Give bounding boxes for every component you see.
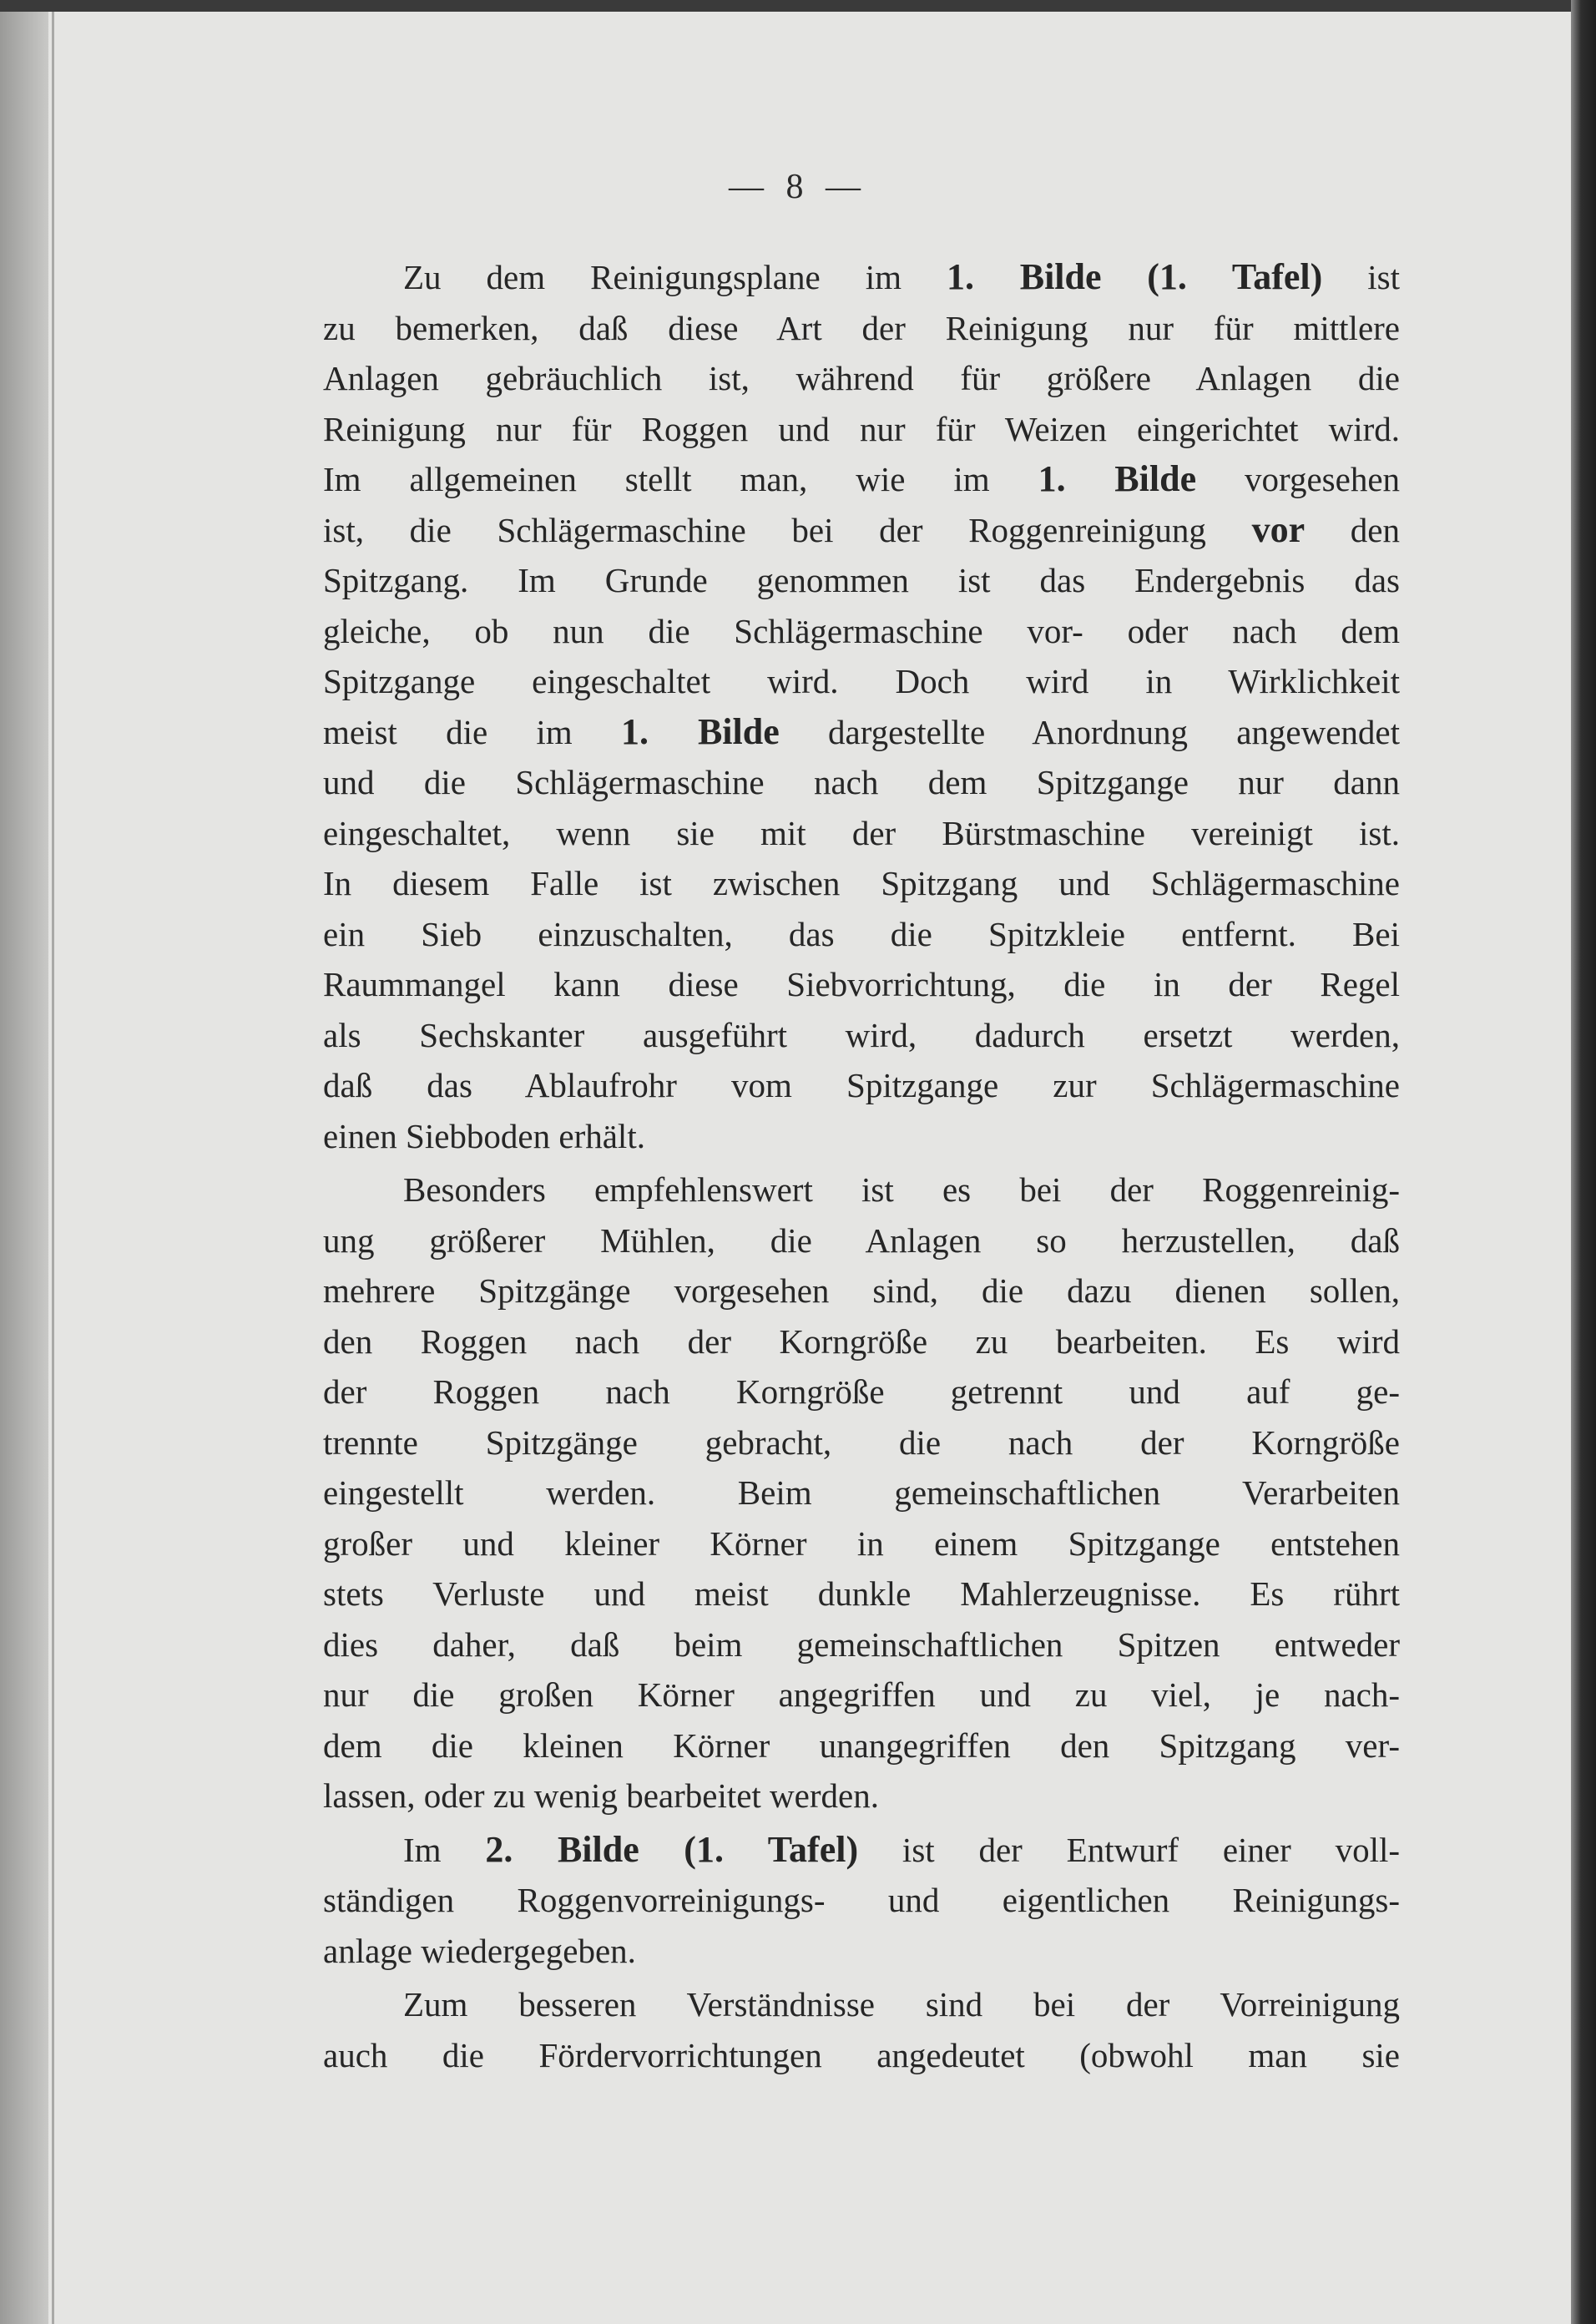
text-segment: als Sechskanter ausgeführt wird, dadurch ersetzt werden,	[323, 1015, 1400, 1054]
scan-right-edge	[1571, 0, 1596, 2324]
text-segment: und die Schlägermaschine nach dem Spitzgange nur dann	[323, 763, 1400, 801]
text-line	[323, 505, 1400, 556]
paragraph	[323, 1825, 1400, 1977]
text-segment: zu bemerken, daß diese Art der Reinigung nur für mittlere	[323, 308, 1400, 347]
text-line	[323, 1215, 1400, 1266]
text-segment: Anlagen gebräuchlich ist, während für größere Anlagen die	[323, 359, 1400, 397]
text-line	[323, 454, 1400, 505]
text-segment: dargestellte Anordnung angewendet	[779, 712, 1400, 751]
text-line	[323, 1825, 1400, 1876]
text-segment: Spitzgange eingeschaltet wird. Doch wird in Wirklichkeit	[323, 662, 1400, 700]
text-segment: eingestellt werden. Beim gemeinschaftlichen Verarbeiten	[323, 1473, 1400, 1512]
text-line	[323, 1266, 1400, 1316]
text-segment: Zu dem Reinigungsplane im	[403, 258, 947, 296]
body-text	[323, 252, 1400, 2080]
text-line	[323, 1619, 1400, 1670]
text-segment: vorgesehen	[1196, 460, 1400, 498]
text-line	[323, 1165, 1400, 1215]
paragraph	[323, 1165, 1400, 1821]
text-line	[323, 656, 1400, 707]
text-line	[323, 252, 1400, 303]
text-segment: ist	[1322, 258, 1400, 296]
scan-left-margin	[0, 0, 48, 2324]
text-line	[323, 353, 1400, 404]
text-line	[323, 808, 1400, 859]
text-segment: mehrere Spitzgänge vorgesehen sind, die dazu dienen sollen,	[323, 1271, 1400, 1310]
text-line	[323, 555, 1400, 606]
text-line	[323, 1060, 1400, 1111]
text-line	[323, 1875, 1400, 1926]
text-segment: einen Siebboden erhält.	[323, 1116, 645, 1155]
text-segment: anlage wiedergegeben.	[323, 1931, 636, 1970]
text-line	[323, 858, 1400, 909]
text-segment: stets Verluste und meist dunkle Mahlerzeugnisse. Es rührt	[323, 1574, 1400, 1613]
text-segment: großer und kleiner Körner in einem Spitzgange entstehen	[323, 1523, 1400, 1563]
text-line	[323, 1468, 1400, 1518]
text-line	[323, 303, 1400, 354]
text-segment: der Roggen nach Korngröße getrennt und auf ge-	[323, 1372, 1400, 1411]
text-segment: ung größerer Mühlen, die Anlagen so herzustellen, daß	[323, 1220, 1400, 1260]
text-line	[323, 1926, 1400, 1977]
text-segment: gleiche, ob nun die Schlägermaschine vor- oder nach dem	[323, 611, 1400, 650]
text-segment: Spitzgang. Im Grunde genommen ist das Endergebnis das	[323, 561, 1400, 599]
text-line	[323, 707, 1400, 758]
text-line	[323, 1569, 1400, 1619]
text-segment: ist der Entwurf einer voll-	[858, 1830, 1400, 1869]
page-edge-line	[52, 12, 54, 2324]
bold-reference: 1. Bilde	[620, 710, 780, 752]
text-line	[323, 959, 1400, 1010]
page-number: — 8 —	[729, 168, 867, 206]
bold-reference: vor	[1251, 508, 1306, 550]
text-line	[323, 1771, 1400, 1821]
bold-reference: 1. Bilde (1. Tafel)	[946, 256, 1323, 297]
text-segment: eingeschaltet, wenn sie mit der Bürstmaschine vereinigt ist.	[323, 813, 1400, 852]
text-segment: den Roggen nach der Korngröße zu bearbeiten. Es wird	[323, 1321, 1400, 1361]
text-line	[323, 1720, 1400, 1771]
text-line	[323, 1670, 1400, 1720]
text-segment: auch die Fördervorrichtungen angedeutet (obwohl man sie	[323, 2035, 1400, 2074]
text-segment: daß das Ablaufrohr vom Spitzgange zur Schlägermaschine	[323, 1066, 1400, 1104]
text-segment: trennte Spitzgänge gebracht, die nach der Korngröße	[323, 1422, 1400, 1462]
text-line	[323, 606, 1400, 657]
bold-reference: 2. Bilde (1. Tafel)	[485, 1828, 859, 1870]
scan-top-edge	[0, 0, 1596, 12]
text-segment: den	[1305, 510, 1400, 549]
text-segment: Im allgemeinen stellt man, wie im	[323, 460, 1038, 498]
text-line	[323, 757, 1400, 808]
text-segment: Besonders empfehlenswert ist es bei der Roggenreinig-	[403, 1170, 1400, 1209]
text-segment: nur die großen Körner angegriffen und zu viel, je nach-	[323, 1675, 1400, 1714]
text-segment: Reinigung nur für Roggen und nur für Weizen eingerichtet wird.	[323, 409, 1400, 448]
text-line	[323, 1518, 1400, 1569]
text-segment: dies daher, daß beim gemeinschaftlichen Spitzen entweder	[323, 1624, 1400, 1664]
paragraph	[323, 1979, 1400, 2080]
text-line	[323, 2030, 1400, 2081]
text-segment: meist die im	[323, 712, 621, 751]
text-segment: ist, die Schlägermaschine bei der Roggenreinigung	[323, 510, 1252, 549]
text-line	[323, 404, 1400, 455]
text-line	[323, 1316, 1400, 1367]
text-segment: Im	[403, 1830, 486, 1869]
bold-reference: 1. Bilde	[1038, 458, 1197, 499]
text-line	[323, 1979, 1400, 2030]
text-line	[323, 909, 1400, 960]
text-segment: lassen, oder zu wenig bearbeitet werden.	[323, 1776, 879, 1815]
text-segment: Zum besseren Verständnisse sind bei der Vorreinigung	[403, 1985, 1400, 2023]
text-segment: In diesem Falle ist zwischen Spitzgang und Schlägermaschine	[323, 864, 1400, 902]
text-line	[323, 1111, 1400, 1162]
text-segment: ein Sieb einzuschalten, das die Spitzkleie entfernt. Bei	[323, 914, 1400, 953]
text-line	[323, 1417, 1400, 1468]
text-segment: dem die kleinen Körner unangegriffen den Spitzgang ver-	[323, 1725, 1400, 1765]
text-line	[323, 1010, 1400, 1061]
paragraph	[323, 252, 1400, 1161]
text-segment: Raummangel kann diese Siebvorrichtung, die in der Regel	[323, 965, 1400, 1003]
text-line	[323, 1367, 1400, 1417]
text-segment: ständigen Roggenvorreinigungs- und eigentlichen Reinigungs-	[323, 1881, 1400, 1919]
